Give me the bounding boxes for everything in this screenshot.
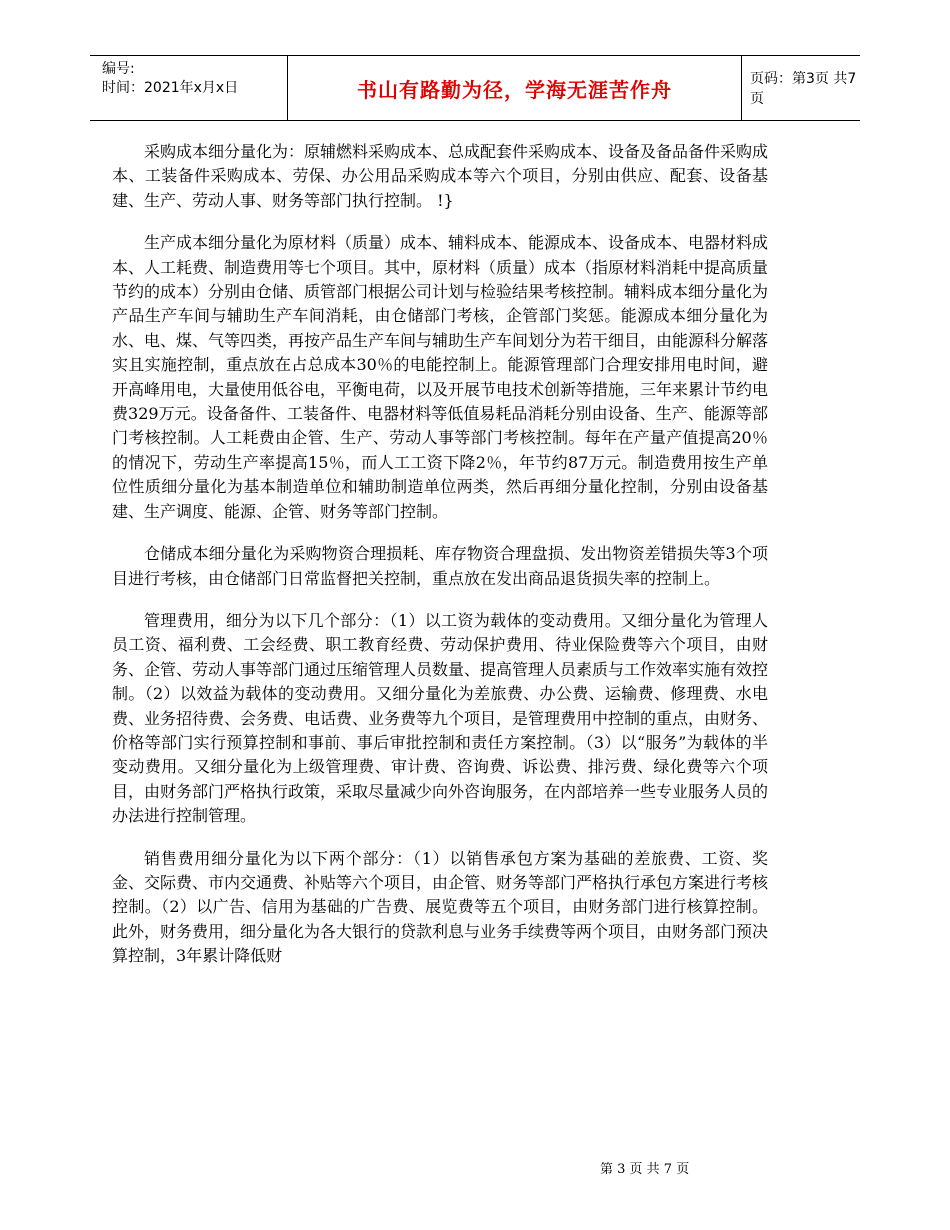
header-page-number: 页码：第3页 共7页	[750, 71, 857, 107]
header-motto: 书山有路勤为径，学海无涯苦作舟	[287, 56, 742, 120]
paragraph-sales-expenses: 销售费用细分量化为以下两个部分：（1）以销售承包方案为基础的差旅费、工资、奖金、交际费、市内交通费、补贴等六个项目，由企管、财务等部门严格执行承包方案进行考核控制。（2）以广告、信用为基础的广告费、展览费等五个项目，由财务部门进行核算控制。此外，财务费用，细分量化为各大银行的贷款利息与业务手续费等两个项目，由财务部门预决算控制，3年累计降低财	[112, 848, 769, 966]
paragraph-procurement-cost: 采购成本细分量化为：原辅燃料采购成本、总成配套件采购成本、设备及备品备件采购成本、工装备件采购成本、劳保、办公用品采购成本等六个项目，分别由供应、配套、设备基建、生产、劳动人事、财务等部门执行控制。 !}	[112, 142, 769, 210]
paragraph-management-expenses: 管理费用，细分为以下几个部分：（1）以工资为载体的变动费用。又细分量化为管理人员工资、福利费、工会经费、职工教育经费、劳动保护费用、待业保险费等六个项目，由财务、企管、劳动人事等部门通过压缩管理人员数量、提高管理人员素质与工作效率实施有效控制。（2）以效益为载体的变动费用。又细分量化为差旅费、办公费、运输费、修理费、水电费、业务招待费、会务费、电话费、业务费等九个项目，是管理费用中控制的重点，由财务、价格等部门实行预算控制和事前、事后审批控制和责任方案控制。（3）以“服务”为载体的半变动费用。又细分量化为上级管理费、审计费、咨询费、诉讼费、排污费、绿化费等六个项目，由财务部门严格执行政策，采取尽量减少向外咨询服务，在内部培养一些专业服务人员的办法进行控制管理。	[112, 610, 769, 826]
header-meta	[102, 60, 282, 98]
paragraph-warehouse-cost: 仓储成本细分量化为采购物资合理损耗、库存物资合理盘损、发出物资差错损失等3个项目进行考核，由仓储部门日常监督把关控制，重点放在发出商品退货损失率的控制上。	[112, 544, 768, 588]
page-footer: 第 3 页 共 7 页	[600, 1162, 690, 1177]
document-number-label: 编号:	[102, 61, 135, 77]
paragraph-production-cost: 生产成本细分量化为原材料（质量）成本、辅料成本、能源成本、设备成本、电器材料成本、人工耗费、制造费用等七个项目。其中，原材料（质量）成本（指原材料消耗中提高质量节约的成本）分别由仓储、质管部门根据公司计划与检验结果考核控制。辅料成本细分量化为产品生产车间与辅助生产车间消耗，由仓储部门考核，企管部门奖惩。能源成本细分量化为水、电、煤、气等四类，再按产品生产车间与辅助生产车间划分为若干细目，由能源科分解落实且实施控制，重点放在占总成本30％的电能控制上。能源管理部门合理安排用电时间，避开高峰用电，大量使用低谷电，平衡电荷，以及开展节电技术创新等措施，三年来累计节约电费329万元。设备备件、工装备件、电器材料等低值易耗品消耗分别由设备、生产、能源等部门考核控制。人工耗费由企管、生产、劳动人事等部门考核控制。每年在产量产值提高20％的情况下，劳动生产率提高15％，而人工工资下降2％，年节约87万元。制造费用按生产单位性质细分量化为基本制造单位和辅助制造单位两类，然后再细分量化控制，分别由设备基建、生产调度、能源、企管、财务等部门控制。	[112, 233, 769, 521]
page-header	[90, 55, 860, 121]
document-body	[112, 140, 768, 987]
document-time-label: 时间：2021年x月x日	[102, 80, 239, 96]
